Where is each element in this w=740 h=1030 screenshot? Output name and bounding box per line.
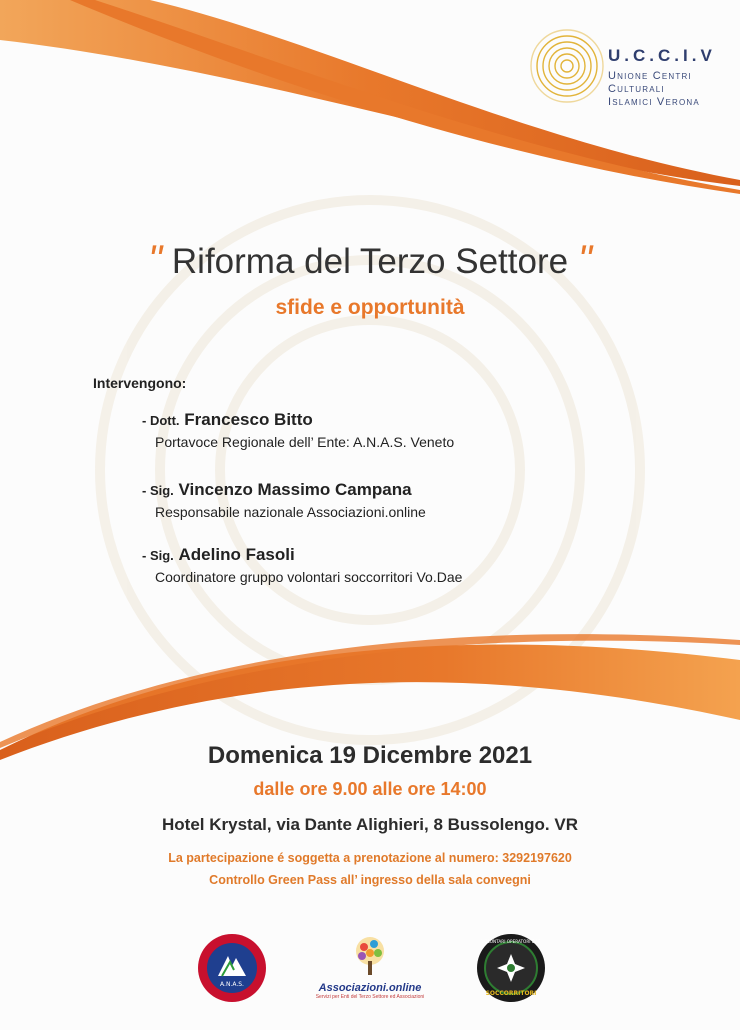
associazioni-label: Associazioni.online [318,982,422,994]
speaker-role: Portavoce Regionale dell’ Ente: A.N.A.S. Veneto [155,434,455,450]
open-quote: " [147,238,163,282]
speaker-title: - Sig. [142,548,174,563]
anas-logo [196,932,268,1004]
associazioni-tagline: Servizi per Enti del Terzo Settore ed Associazioni [315,994,425,1000]
soccorritori-logo [475,932,547,1004]
logo-line: Unione Centri [608,70,692,82]
event-venue: Hotel Krystal, via Dante Alighieri, 8 Bussolengo. VR [162,815,578,834]
speaker-title: - Sig. [142,483,174,498]
close-quote: " [577,238,593,282]
logo-line: Culturali [608,83,665,95]
logo-subtitle [608,70,716,109]
speaker-title: - Dott. [142,413,180,428]
speaker-item [142,545,462,585]
speaker-name: Francesco Bitto [184,410,313,429]
tree-icon [350,935,390,977]
soccorritori-label: SOCCORRITORI [485,990,537,997]
ucciv-logo-mark [531,30,603,102]
anas-label: A.N.A.S. [220,981,244,988]
logo-title: U.C.C.I.V [608,46,716,65]
speaker-role: Responsabile nazionale Associazioni.online [155,504,426,520]
green-pass-note: Controllo Green Pass all’ ingresso della sala convegni [209,873,531,887]
booking-note: La partecipazione é soggetta a prenotazione al numero: 3292197620 [168,851,572,865]
speaker-name: Vincenzo Massimo Campana [178,480,412,499]
speaker-item [142,480,426,520]
speaker-name: Adelino Fasoli [178,545,295,564]
speaker-role: Coordinatore gruppo volontari soccorritori Vo.Dae [155,569,463,585]
ucciv-logo-text [608,46,716,109]
event-time: dalle ore 9.00 alle ore 14:00 [253,779,487,799]
speakers-heading: Intervengono: [93,375,187,391]
speaker-item [142,410,454,450]
associazioni-logo [305,935,435,1000]
event-subtitle: sfide e opportunità [275,296,465,319]
event-title [0,238,740,283]
event-date: Domenica 19 Dicembre 2021 [207,742,533,769]
soccorritori-top-text: VOLONTARI OPERATORI DAE [481,939,541,944]
logo-line: Islamici Verona [608,96,700,108]
event-title-text: Riforma del Terzo Settore [171,242,569,281]
